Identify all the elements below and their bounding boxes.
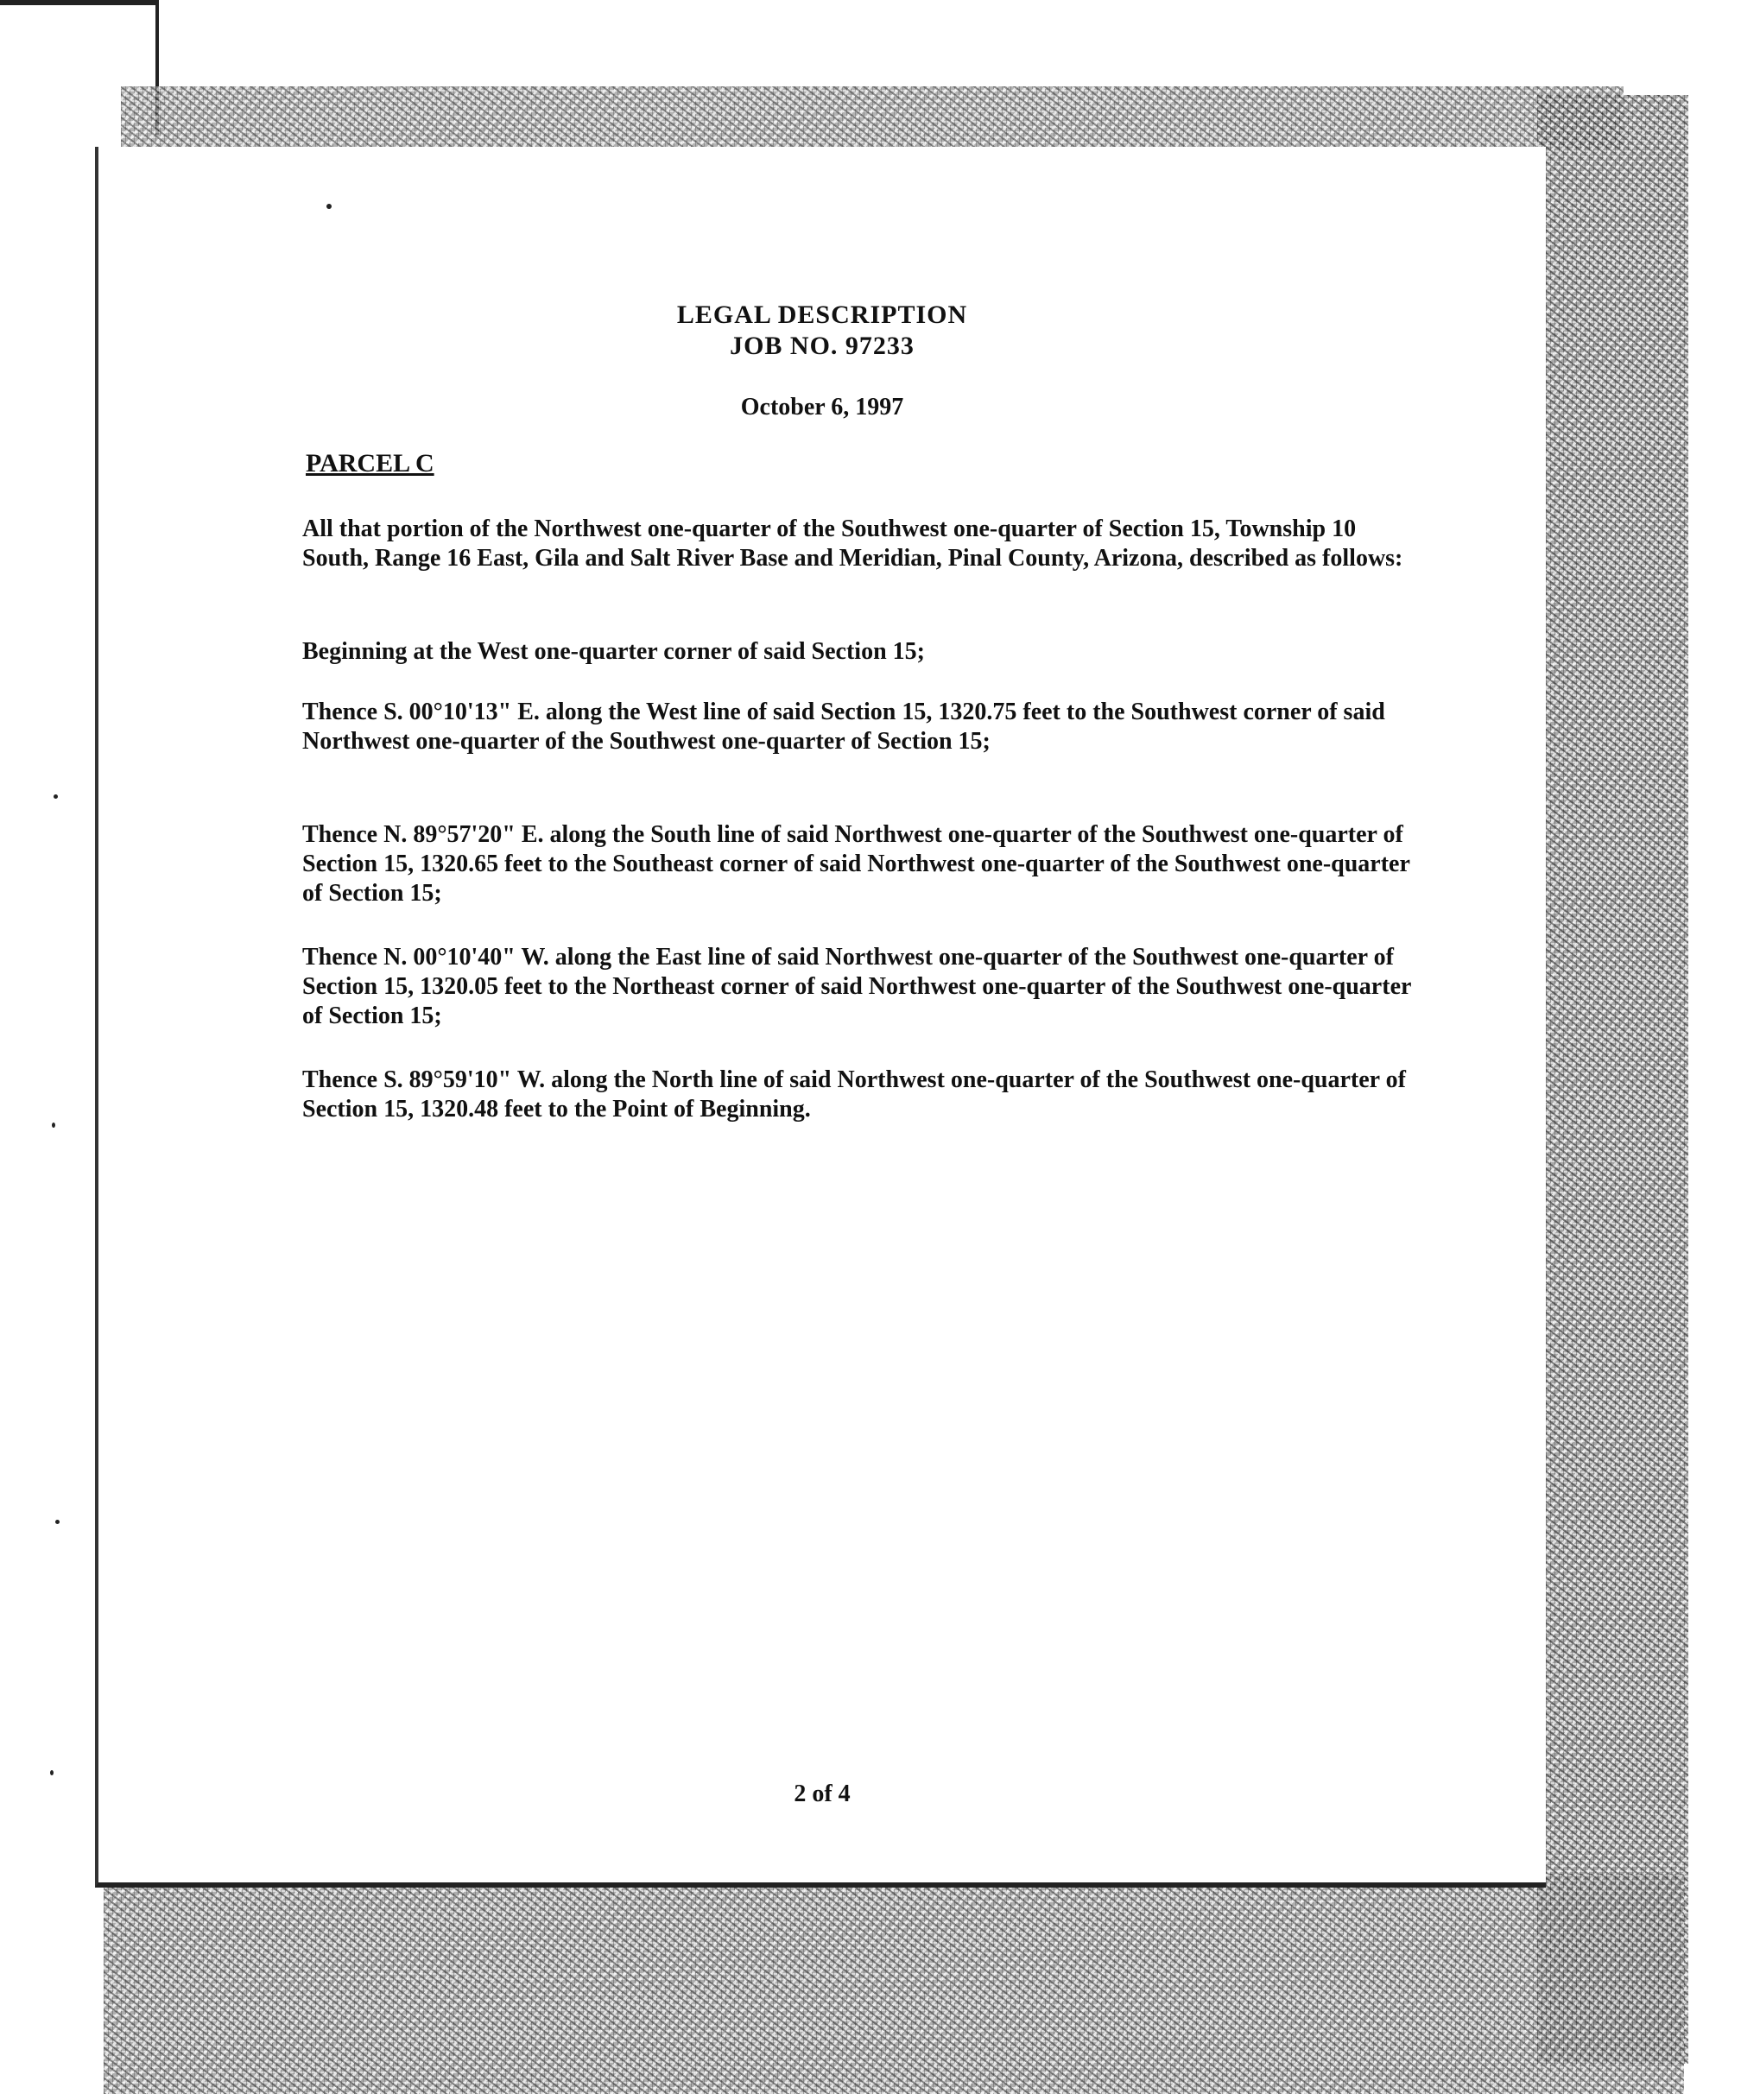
scan-noise-right	[1537, 95, 1688, 2064]
paragraph-intro: All that portion of the Northwest one-quarter of the Southwest one-quarter of Section 15, Township 10 South, Range 16 East, Gila and Salt River Base and Meridian, Pinal County, Arizona, described as follows:	[302, 516, 1403, 572]
scan-noise-top	[121, 86, 1624, 149]
parcel-heading: PARCEL C	[306, 449, 434, 478]
document-title: LEGAL DESCRIPTION	[676, 300, 968, 329]
document-date: October 6, 1997	[740, 394, 904, 421]
paragraph-course-1: Thence S. 00°10'13" E. along the West line of said Section 15, 1320.75 feet to the Southwest corner of said Northwest one-quarter of the Southwest one-quarter of Section 15;	[302, 699, 1385, 755]
scan-speck	[52, 1123, 55, 1128]
paragraph-beginning: Beginning at the West one-quarter corner of said Section 15;	[302, 638, 925, 665]
paragraph-course-2: Thence N. 89°57'20" E. along the South line of said Northwest one-quarter of the Southwest one-quarter of Section 15, 1320.65 feet to the Southeast corner of said Northwest one-quarter of the Southwest one-quarter of Section 15;	[302, 821, 1410, 907]
document-page	[95, 147, 1546, 1888]
scan-noise-bottom	[104, 1874, 1684, 2094]
scan-speck	[326, 204, 332, 209]
page-number: 2 of 4	[794, 1781, 851, 1807]
scan-speck	[50, 1770, 54, 1775]
paragraph-course-4: Thence S. 89°59'10" W. along the North line of said Northwest one-quarter of the Southwest one-quarter of Section 15, 1320.48 feet to the Point of Beginning.	[302, 1066, 1406, 1123]
scan-speck	[54, 794, 58, 799]
job-number: JOB NO. 97233	[730, 332, 915, 360]
scan-speck	[55, 1520, 60, 1524]
paragraph-course-3: Thence N. 00°10'40" W. along the East line of said Northwest one-quarter of the Southwest one-quarter of Section 15, 1320.05 feet to the Northeast corner of said Northwest one-quarter of the Southwest one-quarter of Section 15;	[302, 944, 1411, 1029]
